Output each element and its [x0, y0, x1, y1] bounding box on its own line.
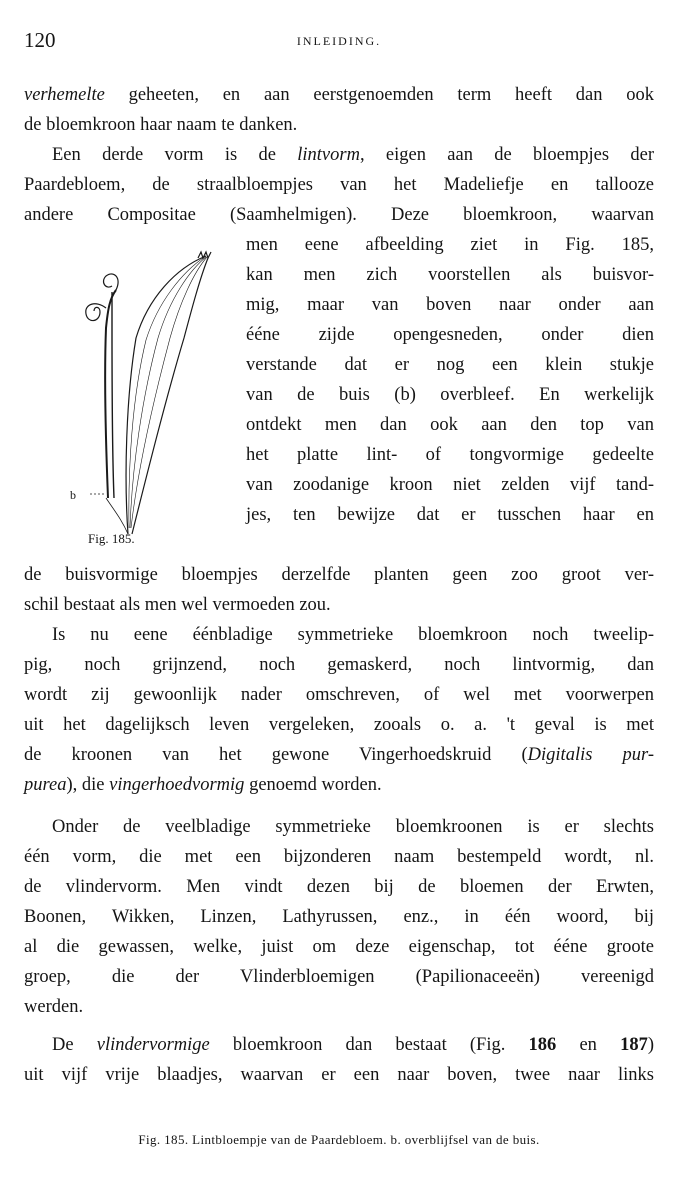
text-line — [24, 80, 654, 110]
text-line — [24, 812, 654, 842]
text-line — [24, 650, 654, 680]
text-span: en — [556, 1035, 621, 1055]
text-line — [24, 710, 654, 740]
text-span: Paardebloem, de straalbloempjes van het Madeliefje en tallooze — [24, 175, 654, 195]
text-span: kan men zich voorstellen als buisvor- — [246, 265, 654, 285]
footnote: Fig. 185. Lintbloempje van de Paardebloem. b. overblijfsel van de buis. — [138, 1132, 540, 1147]
text-span: bloemkroon dan bestaat (Fig. — [209, 1035, 529, 1055]
text-line — [24, 770, 654, 800]
text-span: Een derde vorm is de — [52, 145, 298, 165]
text-span: de vlindervorm. Men vindt dezen bij de bloemen der Erwten, — [24, 877, 654, 897]
paragraph-3 — [24, 620, 654, 800]
text-span: men eene afbeelding ziet in Fig. 185, — [246, 235, 654, 255]
text-span: Is nu eene éénbladige symmetrieke bloemkroon noch tweelip- — [52, 625, 654, 645]
text-line — [246, 230, 654, 260]
italic-term: lintvorm — [297, 145, 360, 165]
figure-185-illustration — [66, 248, 226, 538]
text-span: ) — [647, 1035, 654, 1055]
figure-label-b: b — [70, 488, 76, 502]
text-span: van de buis (b) overbleef. En werkelijk — [246, 385, 654, 405]
text-line — [24, 560, 654, 590]
figure-caption: Fig. 185. — [88, 531, 135, 546]
text-line — [24, 170, 654, 200]
text-span: ontdekt men dan ook aan den top van — [246, 415, 654, 435]
paragraph-5 — [24, 1030, 654, 1090]
text-line — [24, 740, 654, 770]
text-line — [24, 932, 654, 962]
paragraph-2 — [24, 140, 654, 230]
text-span: De — [52, 1035, 97, 1055]
text-span: , eigen aan de bloempjes der — [359, 145, 655, 165]
text-line — [24, 842, 654, 872]
text-line — [246, 470, 654, 500]
paragraph-2-rest — [24, 560, 654, 620]
text-line — [246, 260, 654, 290]
text-line — [24, 872, 654, 902]
text-span: schil bestaat als men wel vermoeden zou. — [24, 595, 331, 615]
text-span: al die gewassen, welke, juist om deze eigenschap, tot ééne groote — [24, 937, 654, 957]
text-line — [24, 110, 654, 140]
text-span: ééne zijde opengesneden, onder dien — [246, 325, 654, 345]
text-span: pig, noch grijnzend, noch gemaskerd, noch lintvormig, dan — [24, 655, 654, 675]
text-span: Boonen, Wikken, Linzen, Lathyrussen, enz., in één woord, bij — [24, 907, 654, 927]
text-line — [246, 290, 654, 320]
text-line — [24, 590, 654, 620]
text-span: jes, ten bewijze dat er tusschen haar en — [246, 505, 654, 525]
text-line — [24, 680, 654, 710]
text-span: ), die — [66, 775, 110, 795]
text-span: uit het dagelijksch leven vergeleken, zooals o. a. 't geval is met — [24, 715, 654, 735]
italic-term: purea — [24, 775, 67, 795]
italic-term: vlindervormige — [96, 1035, 210, 1055]
page-header — [24, 28, 654, 56]
text-line — [24, 1030, 654, 1060]
text-span: werden. — [24, 997, 84, 1017]
text-span: verstande dat er nog een klein stukje — [246, 355, 654, 375]
text-line — [246, 500, 654, 530]
italic-term: vingerhoedvormig — [109, 775, 245, 795]
text-span: groep, die der Vlinderbloemigen (Papilionaceeën) vereenigd — [24, 967, 654, 987]
text-line — [24, 620, 654, 650]
text-span: van zoodanige kroon niet zelden vijf tand- — [246, 475, 654, 495]
paragraph-4 — [24, 812, 654, 1022]
text-line — [24, 962, 654, 992]
text-span: Onder de veelbladige symmetrieke bloemkroonen is er slechts — [52, 817, 654, 837]
text-line — [246, 380, 654, 410]
text-span: genoemd worden. — [244, 775, 382, 795]
text-span: de kroonen van het gewone Vingerhoedskruid ( — [24, 745, 528, 765]
text-line — [246, 440, 654, 470]
italic-term: verhemelte — [24, 85, 105, 105]
text-span: geheeten, en aan eerstgenoemden term heeft dan ook — [104, 85, 654, 105]
text-span: wordt zij gewoonlijk nader omschreven, of wel met voorwerpen — [24, 685, 654, 705]
text-line — [24, 992, 654, 1022]
text-line — [246, 350, 654, 380]
bold-figure-ref: 187 — [620, 1035, 648, 1055]
page-number: 120 — [24, 28, 56, 52]
text-line — [246, 320, 654, 350]
text-line — [24, 902, 654, 932]
text-span: uit vijf vrije blaadjes, waarvan er een naar boven, twee naar links — [24, 1065, 654, 1085]
bold-figure-ref: 186 — [528, 1035, 557, 1055]
text-span: de buisvormige bloempjes derzelfde planten geen zoo groot ver- — [24, 565, 654, 585]
text-span: de bloemkroon haar naam te danken. — [24, 115, 298, 135]
text-span: mig, maar van boven naar onder aan — [246, 295, 654, 315]
paragraph-1 — [24, 80, 654, 140]
text-span: andere Compositae (Saamhelmigen). Deze bloemkroon, waarvan — [24, 205, 654, 225]
running-head: INLEIDING. — [296, 34, 382, 48]
text-span: één vorm, die met een bijzonderen naam bestempeld wordt, nl. — [24, 847, 654, 867]
text-line — [246, 410, 654, 440]
text-line — [24, 140, 654, 170]
text-line — [24, 1060, 654, 1090]
text-span: het platte lint- of tongvormige gedeelte — [246, 445, 654, 465]
text-line — [24, 200, 654, 230]
italic-term: Digitalis pur- — [527, 745, 654, 765]
